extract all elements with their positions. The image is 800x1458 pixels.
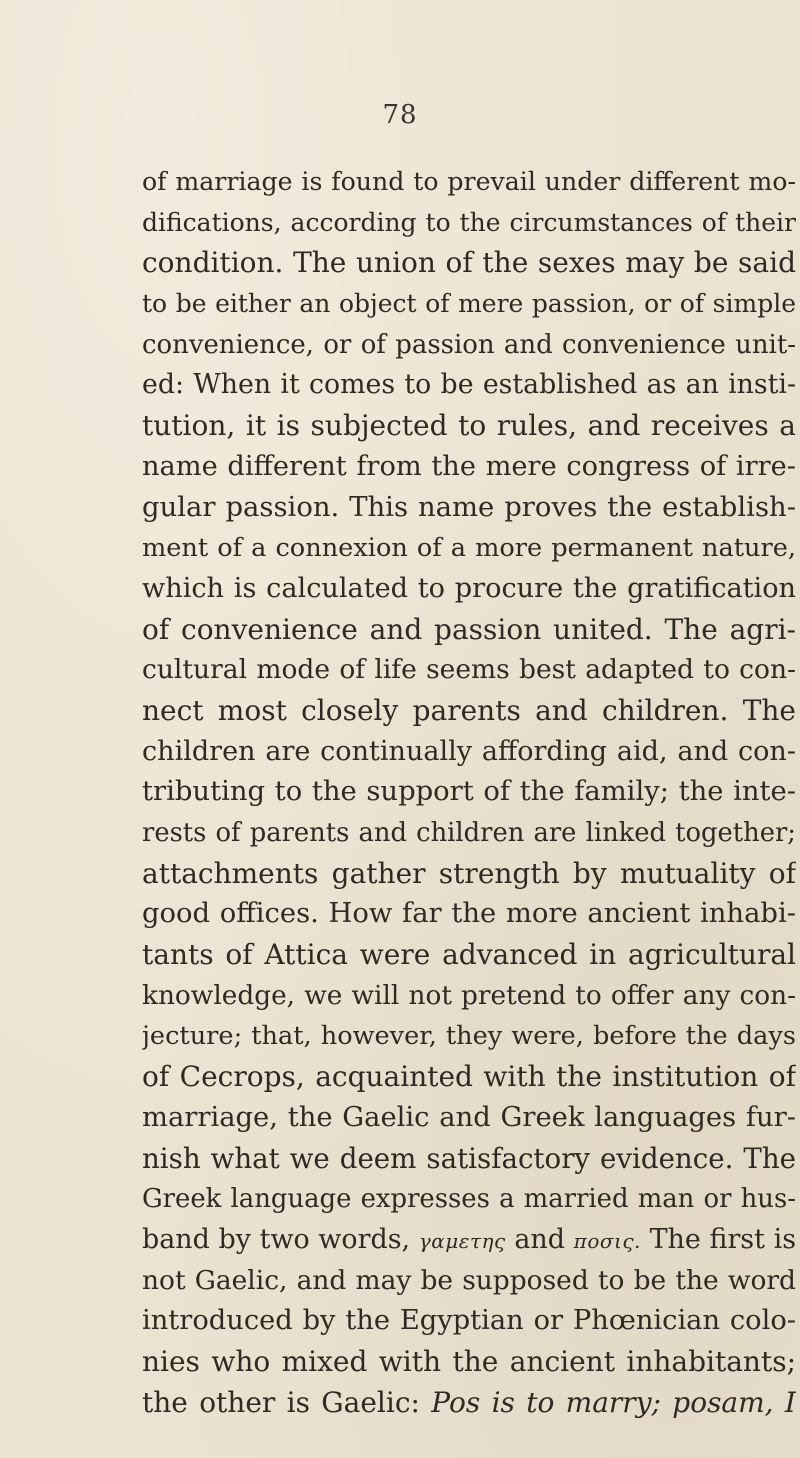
body-text (142, 162, 796, 1423)
text-line: tributing to the support of the family; the inte- (142, 776, 796, 808)
text-line: good offices. How far the more ancient inhabi- (142, 898, 796, 930)
text-line: of Cecrops, acquainted with the institution of (142, 1060, 796, 1094)
text-line: not Gaelic, and may be supposed to be the word (142, 1264, 796, 1296)
line-segment: the other is Gaelic: (142, 1385, 420, 1419)
text-line: ment of a connexion of a more permanent nature, (142, 533, 796, 564)
italic-gloss: Pos is to marry; posam, I (431, 1385, 796, 1419)
text-line: knowledge, we will not pretend to offer any con- (142, 980, 796, 1011)
text-line: name different from the mere congress of irre- (142, 450, 796, 482)
text-line-greek-words (142, 1220, 796, 1261)
greek-word: γαμετης (418, 1228, 506, 1253)
text-line: jecture; that, however, they were, before the days (142, 1021, 796, 1052)
text-line: which is calculated to procure the gratification (142, 572, 796, 604)
text-line: ed: When it comes to be established as an insti- (142, 369, 796, 401)
greek-word: ποσις. (573, 1228, 641, 1253)
text-line: introduced by the Egyptian or Phœnician colo- (142, 1305, 796, 1337)
text-line: cultural mode of life seems best adapted to con- (142, 654, 796, 686)
text-line: rests of parents and children are linked together; (142, 818, 796, 848)
line-segment: and (514, 1223, 565, 1255)
text-line: nies who mixed with the ancient inhabitants; (142, 1344, 796, 1378)
text-line: convenience, or of passion and convenience unit- (142, 329, 796, 360)
text-line: of convenience and passion united. The agri- (142, 612, 796, 646)
text-line: children are continually affording aid, and con- (142, 735, 796, 767)
text-line: gular passion. This name proves the establish- (142, 491, 796, 523)
text-line: condition. The union of the sexes may be said (142, 246, 796, 280)
line-segment: The first is (649, 1223, 796, 1255)
text-line: Greek language expresses a married man or hus- (142, 1184, 796, 1215)
text-line: marriage, the Gaelic and Greek languages fur- (142, 1101, 796, 1133)
text-line: nect most closely parents and children. The (142, 693, 796, 727)
line-segment: band by two words, (142, 1223, 411, 1255)
text-line: nish what we deem satisfactory evidence. The (142, 1141, 796, 1175)
text-line: of marriage is found to prevail under different mo- (142, 167, 796, 196)
text-line: tution, it is subjected to rules, and receives a (142, 409, 796, 443)
page-number: 78 (382, 100, 418, 130)
text-line: attachments gather strength by mutuality of (142, 856, 796, 890)
text-line-italic-gloss (142, 1383, 796, 1424)
text-line: tants of Attica were advanced in agricultural (142, 938, 796, 972)
text-line: difications, according to the circumstances of their (142, 207, 796, 237)
text-line: to be either an object of mere passion, or of simple (142, 289, 796, 319)
